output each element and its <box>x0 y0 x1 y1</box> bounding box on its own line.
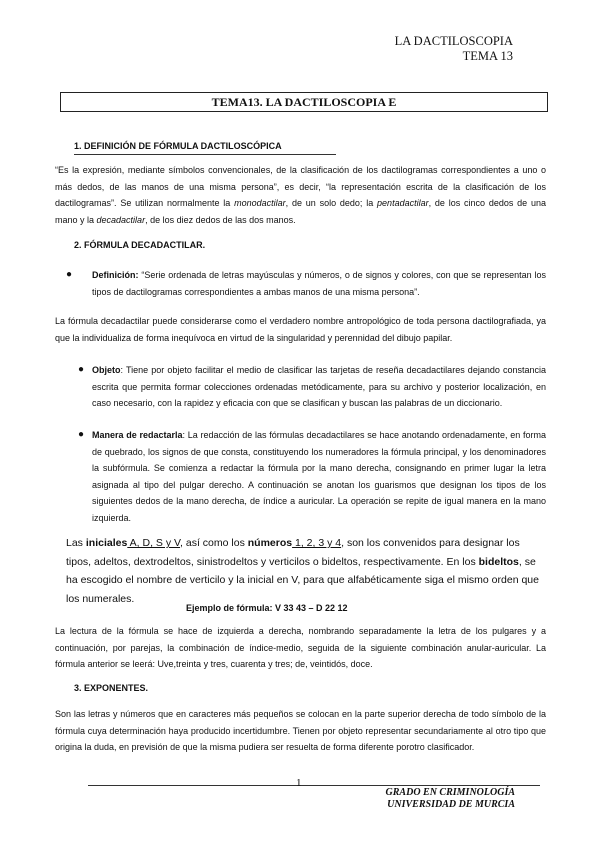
section2-paragraph: La fórmula decadactilar puede considerarse como el verdadero nombre antropológico de toda persona dactilografiada, ya que la individualiza de forma inequívoca en virtud de la singularidad y perennidad del dibujo papilar. <box>55 316 546 343</box>
reading-paragraph: La lectura de la fórmula se hace de izquierda a derecha, nombrando separadamente la letra de los pulgares y a continuación, por parejas, la combinación de índice-medio, seguida de la siguiente combinación anular-auricular. La fórmula anterior se leerá: Uve,treinta y tres, cuarenta y tres; de, veintidós, doce. <box>55 626 546 670</box>
footer-degree: GRADO EN CRIMINOLOGÍA <box>385 787 515 798</box>
footer-affiliation <box>386 787 515 811</box>
bullet-icon: ● <box>78 364 85 375</box>
formula-example: Ejemplo de fórmula: V 33 43 – D 22 12 <box>186 603 348 613</box>
section3-paragraph: Son las letras y números que en caracteres más pequeños se colocan en la parte superior derecha de todo símbolo de la fórmula cuya determinación haya producido incertidumbre. Tienen por objeto representar secundariamente al otro tipo que origina la duda, en previsión de que la misma pudiera ser resuelta de forma diferente porotro clasificador. <box>55 709 546 753</box>
document-title: TEMA13. LA DACTILOSCOPIA E <box>60 92 548 112</box>
bullet-icon: ● <box>66 269 73 280</box>
footer-university: UNIVERSIDAD DE MURCIA <box>387 799 515 810</box>
section1-heading: 1. DEFINICIÓN DE FÓRMULA DACTILOSCÓPICA <box>74 138 336 155</box>
definition-item: Definición: “Serie ordenada de letras mayúsculas y números, o de signos y colores, con que se representan los tipos de dactilogramas correspondientes a ambas manos de una misma persona”. <box>92 270 546 297</box>
manera-item: Manera de redactarla: La redacción de las fórmulas decadactilares se hace anotando ordenadamente, en forma de quebrado, los signos de que consta, constituyendo los numeradores la fórmula principal, y los denominadores la subfórmula. Se comienza a redactar la fórmula por la mano derecha, consignando en primer lugar la letra asignada al tipo del pulgar derecho. A continuación se anotan los guarismos que designan los tipos de los siguientes dedos de la mano derecha, de índice a auricular. La operación se repite de igual manera en la mano izquierda. <box>92 430 546 523</box>
objeto-item: Objeto: Tiene por objeto facilitar el medio de clasificar las tarjetas de reseña decadactilares dejando constancia escrita que permita formar colecciones ordenadas metódicamente, para su archivo y posterior localización, en caso necesario, con la rapidez y eficacia con que se clasifican y buscan las palabras de un diccionario. <box>92 365 546 409</box>
page-number: 1 <box>296 777 302 789</box>
footer-divider <box>88 785 540 786</box>
section3-heading: 3. EXPONENTES. <box>74 683 149 693</box>
iniciales-paragraph: Las iniciales A, D, S y V, así como los números 1, 2, 3 y 4, son los convenidos para designar los tipos, adeltos, dextrodeltos, sinistrodeltos y verticilos o bideltos, respectivamente. En los bideltos, se ha escogido el nombre de verticilo y la inicial en V, para que alfabéticamente siga el mismo orden que los numerales. <box>66 537 539 605</box>
page-header <box>395 34 513 64</box>
header-tema: TEMA 13 <box>462 49 513 63</box>
section1-paragraph: “Es la expresión, mediante símbolos convencionales, de la clasificación de los dactilogramas correspondientes a uno o más dedos, de las manos de una misma persona”, es decir, “la representación escrita de la clasificación de los dactilogramas”. Se utilizan normalmente la monodactilar, de un solo dedo; la pentadactilar, de los cinco dedos de una mano y la decadactilar, de los diez dedos de las dos manos. <box>55 165 547 225</box>
header-title: LA DACTILOSCOPIA <box>394 34 513 48</box>
section2-heading: 2. FÓRMULA DECADACTILAR. <box>74 240 206 250</box>
bullet-icon: ● <box>78 429 85 440</box>
